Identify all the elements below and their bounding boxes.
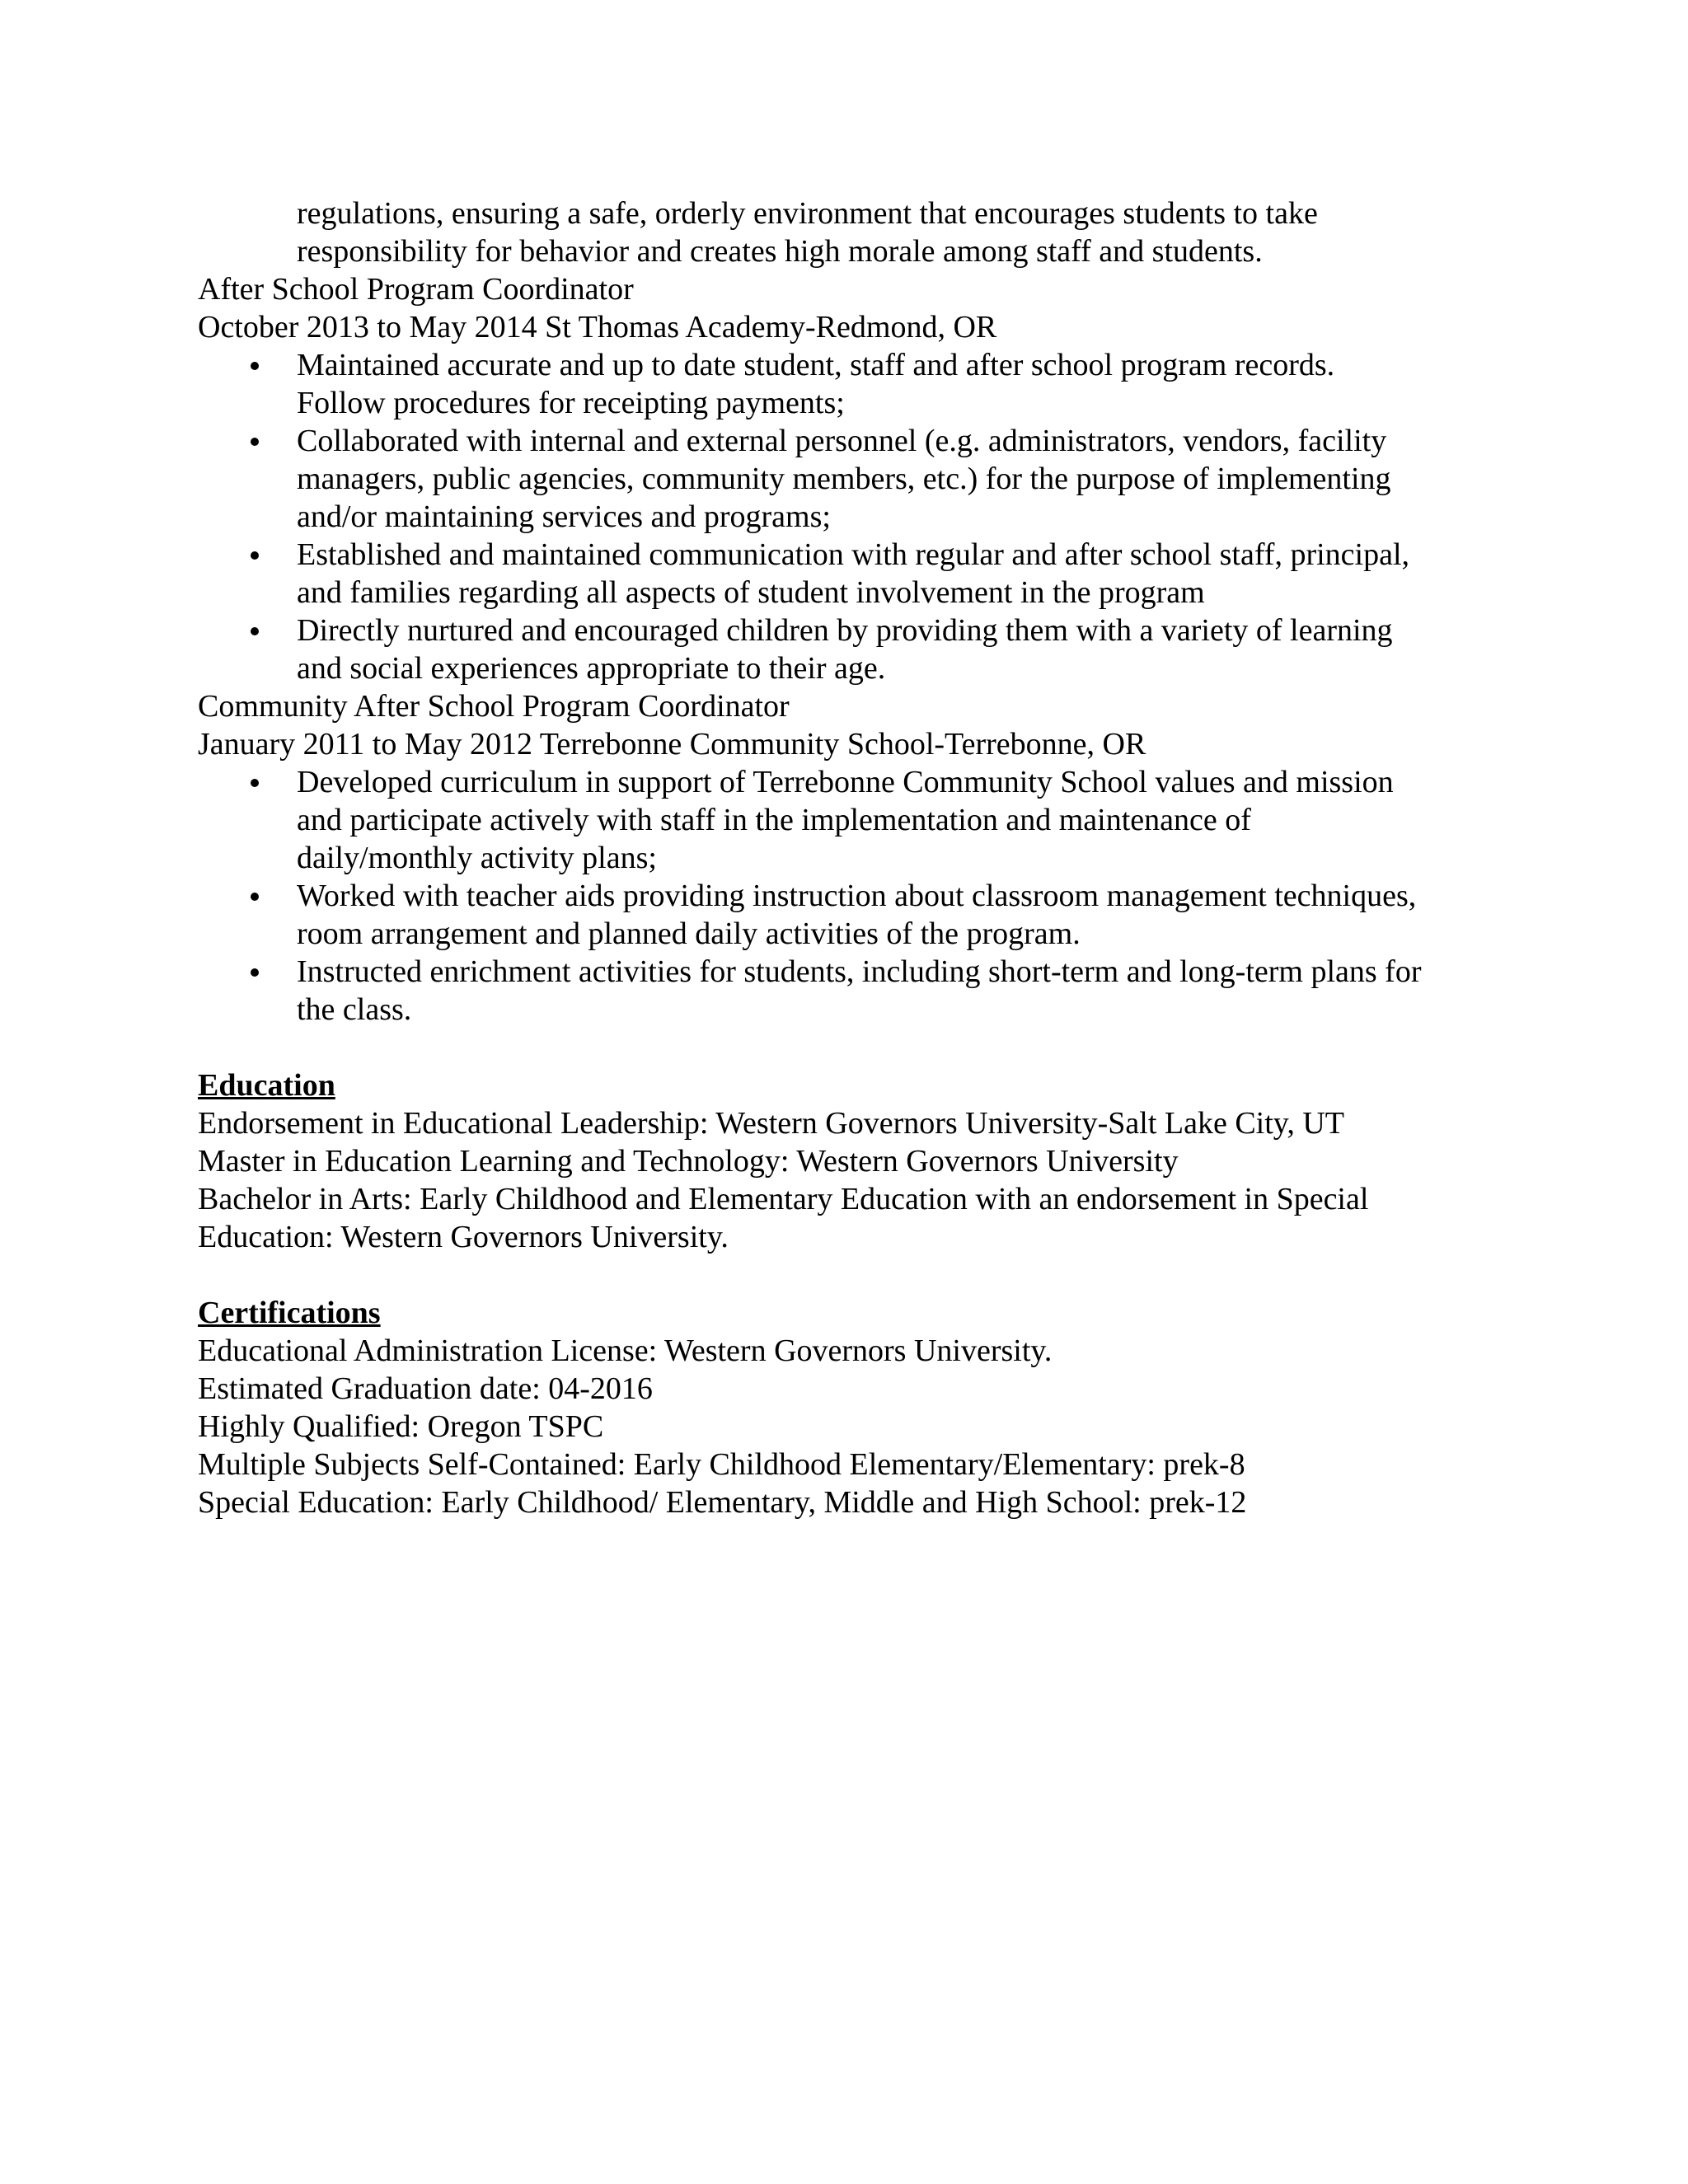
job-title: After School Program Coordinator	[198, 272, 634, 307]
education-line: Bachelor in Arts: Early Childhood and Elementary Education with an endorsement in Special	[198, 1182, 1369, 1216]
bullet-line: and/or maintaining services and programs;	[297, 499, 831, 534]
bullet-line: and families regarding all aspects of student involvement in the program	[297, 575, 1205, 610]
bullet-line: room arrangement and planned daily activities of the program.	[297, 916, 1081, 951]
bullet-line: Collaborated with internal and external personnel (e.g. administrators, vendors, facility	[297, 424, 1387, 458]
bullet-line: and participate actively with staff in the implementation and maintenance of	[297, 803, 1251, 837]
bullet-item	[198, 422, 1474, 536]
bullet-item	[198, 953, 1474, 1029]
bullet-line: the class.	[297, 992, 412, 1027]
certifications-section	[198, 1294, 1474, 1521]
continuation-line: regulations, ensuring a safe, orderly environment that encourages students to take	[297, 196, 1318, 231]
continuation-line: responsibility for behavior and creates high morale among staff and students.	[297, 234, 1263, 269]
education-section	[198, 1066, 1474, 1256]
certification-line: Multiple Subjects Self-Contained: Early Childhood Elementary/Elementary: prek-8	[198, 1447, 1245, 1482]
bullet-line: Developed curriculum in support of Terrebonne Community School values and mission	[297, 765, 1394, 799]
certification-line: Estimated Graduation date: 04-2016	[198, 1371, 653, 1406]
job-dates: October 2013 to May 2014 St Thomas Academy-Redmond, OR	[198, 310, 997, 344]
education-heading: Education	[198, 1068, 335, 1103]
bullet-line: Worked with teacher aids providing instruction about classroom management techniques,	[297, 879, 1417, 913]
bullet-line: Maintained accurate and up to date student, staff and after school program records.	[297, 348, 1335, 382]
bullet-item	[198, 612, 1474, 687]
bullet-line: managers, public agencies, community members, etc.) for the purpose of implementing	[297, 462, 1391, 496]
job-bullets	[198, 346, 1474, 687]
job-title: Community After School Program Coordinator	[198, 689, 790, 724]
job-community-after-school	[198, 687, 1474, 1029]
bullet-line: Established and maintained communication with regular and after school staff, principal,	[297, 537, 1410, 572]
continuation-block	[198, 194, 1474, 270]
bullet-line: Directly nurtured and encouraged children by providing them with a variety of learning	[297, 613, 1393, 648]
certification-line: Highly Qualified: Oregon TSPC	[198, 1409, 604, 1444]
certifications-heading: Certifications	[198, 1296, 381, 1330]
bullet-line: and social experiences appropriate to their age.	[297, 651, 886, 686]
bullet-line: Follow procedures for receipting payments;	[297, 386, 845, 420]
job-after-school	[198, 270, 1474, 687]
education-line: Master in Education Learning and Technology: Western Governors University	[198, 1144, 1179, 1179]
bullet-line: daily/monthly activity plans;	[297, 841, 657, 875]
bullet-line: Instructed enrichment activities for students, including short-term and long-term plans for	[297, 954, 1422, 989]
bullet-item	[198, 346, 1474, 422]
bullet-item	[198, 877, 1474, 953]
certification-line: Special Education: Early Childhood/ Elementary, Middle and High School: prek-12	[198, 1485, 1247, 1520]
certification-line: Educational Administration License: Western Governors University.	[198, 1333, 1053, 1368]
education-line: Endorsement in Educational Leadership: Western Governors University-Salt Lake City, UT	[198, 1106, 1344, 1141]
education-line: Education: Western Governors University.	[198, 1220, 729, 1254]
job-bullets	[198, 763, 1474, 1029]
bullet-item	[198, 763, 1474, 877]
bullet-item	[198, 536, 1474, 612]
job-dates: January 2011 to May 2012 Terrebonne Community School-Terrebonne, OR	[198, 727, 1146, 762]
